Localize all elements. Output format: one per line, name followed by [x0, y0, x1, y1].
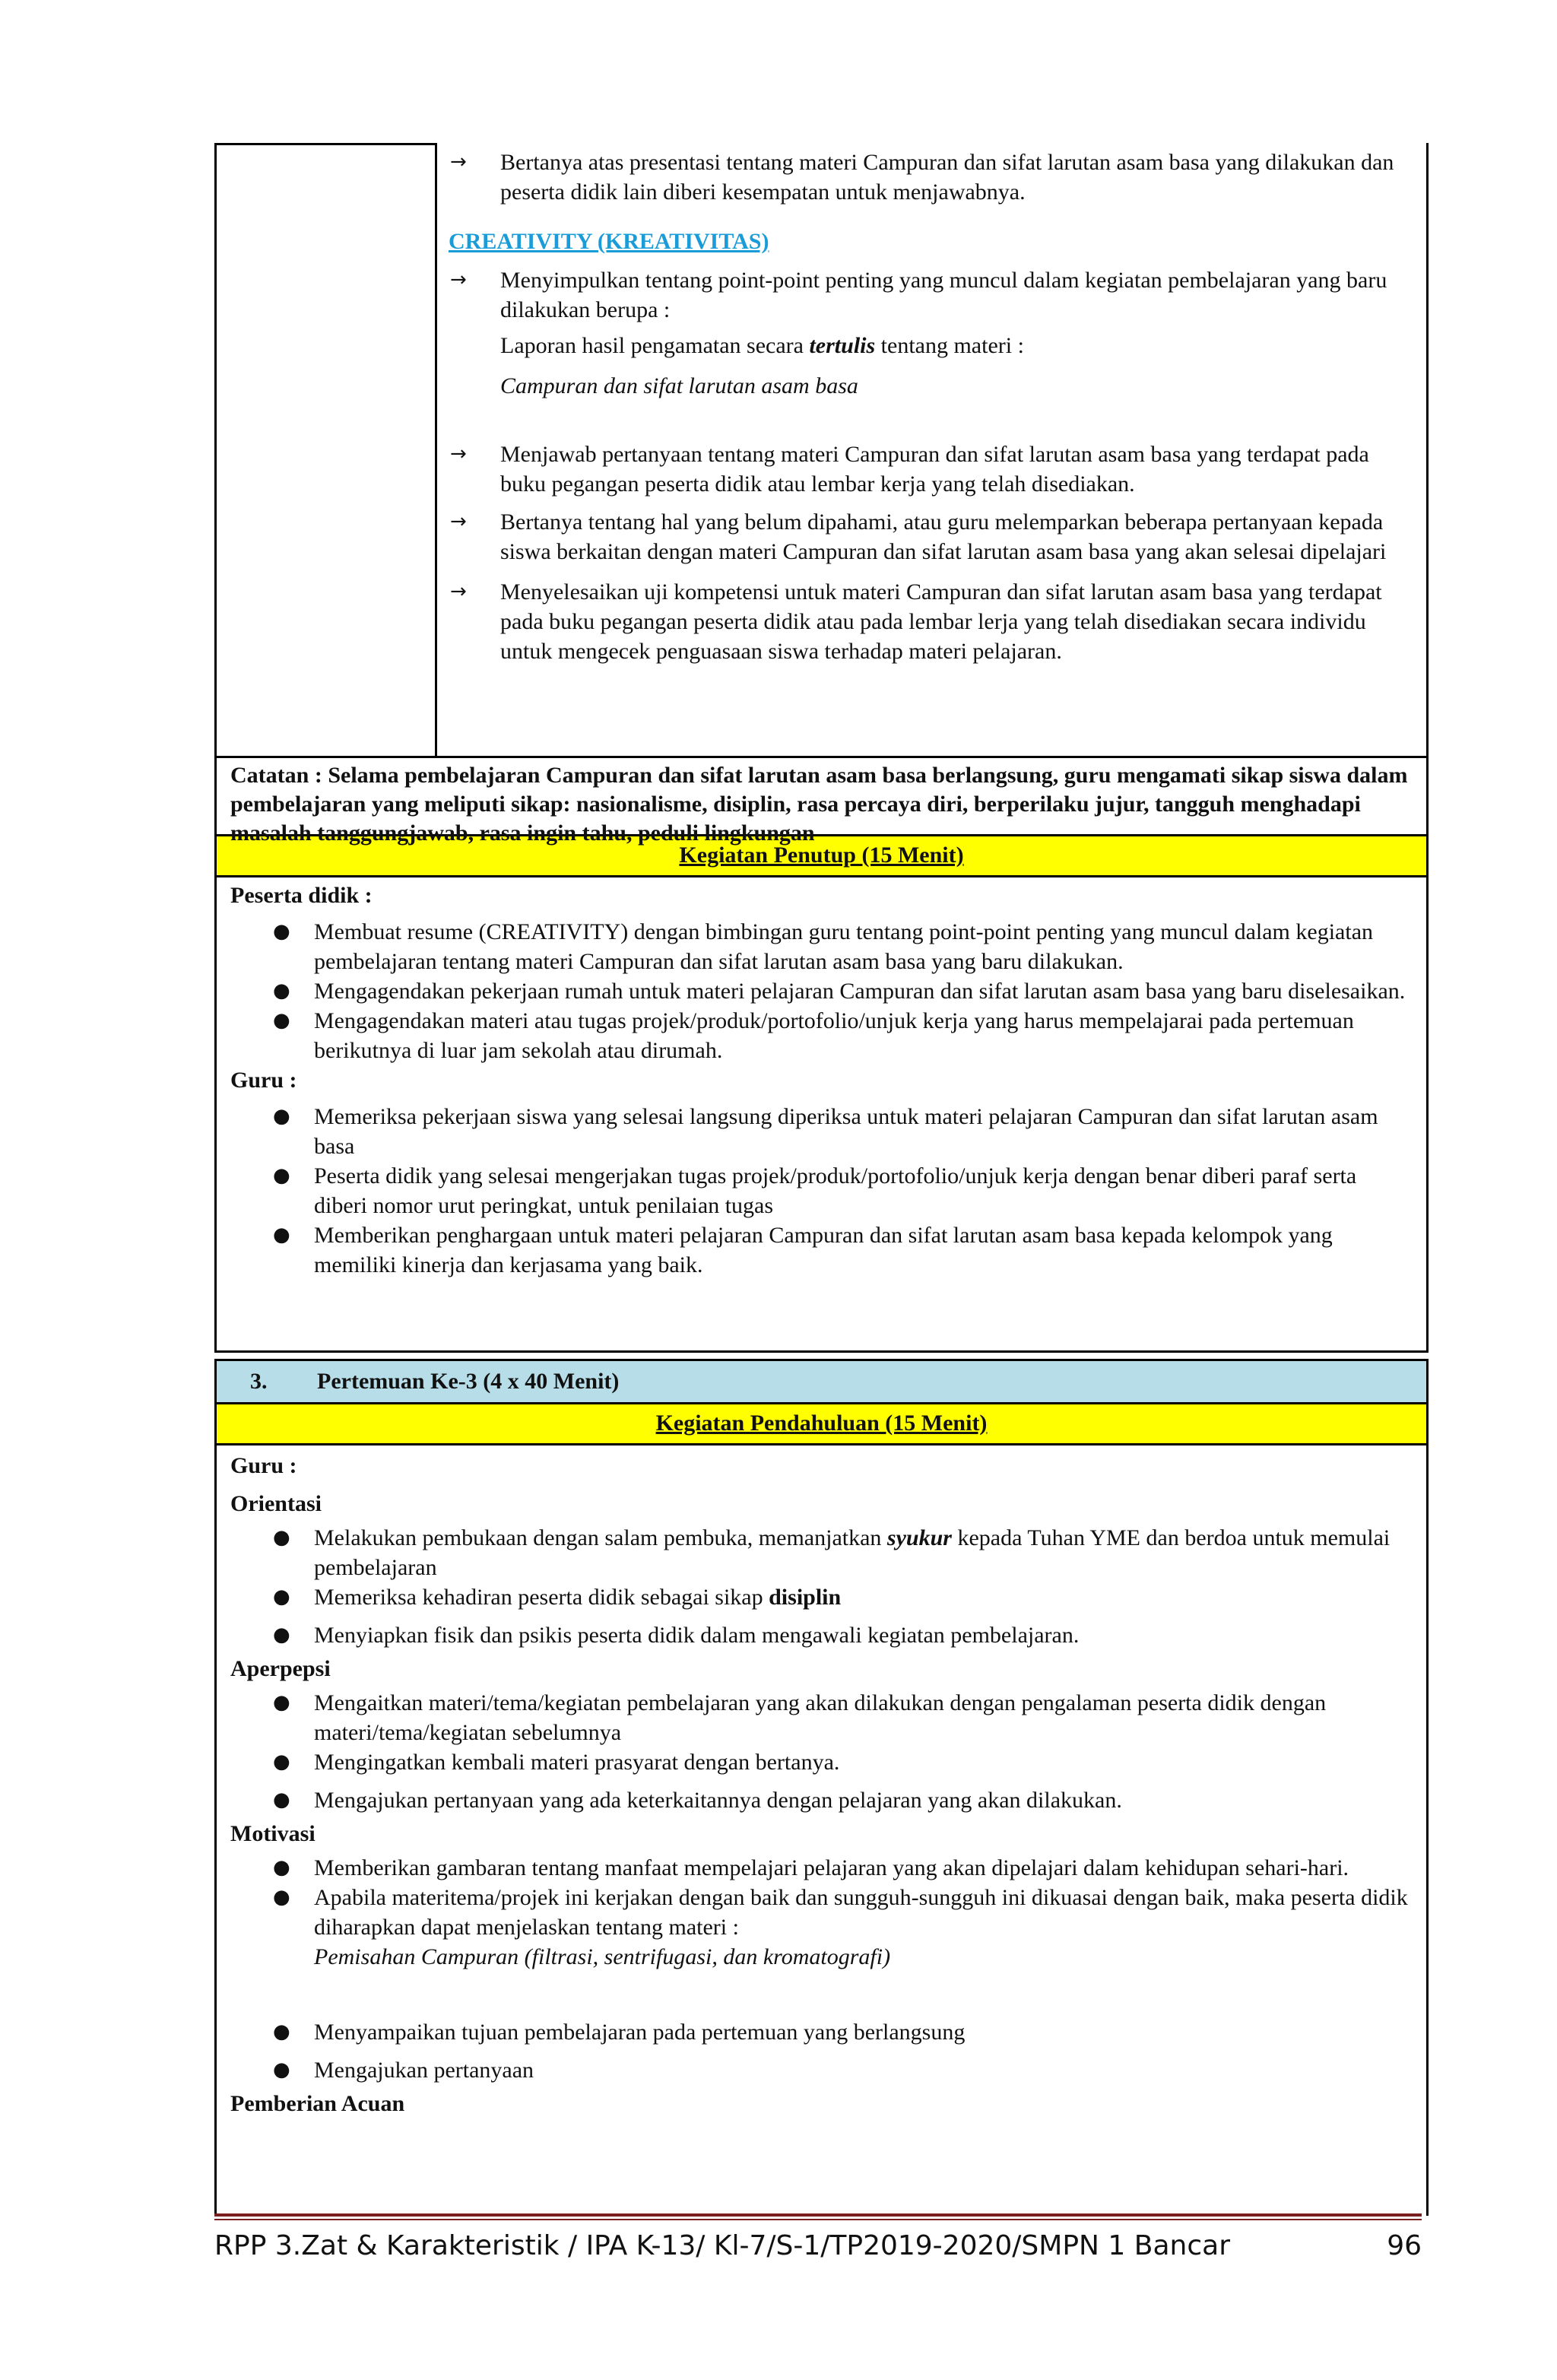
- guru-label: Guru :: [230, 1453, 297, 1478]
- bullet-dot-icon: ●: [273, 1788, 290, 1811]
- list-item: ● Melakukan pembukaan dengan salam pembuka, memanjatkan syukur kepada Tuhan YME dan berdoa untuk memulai pembelajaran: [230, 1523, 1413, 1582]
- bullet-dot-icon: ●: [273, 1856, 290, 1879]
- guru-list: [230, 1102, 1413, 1280]
- right-arrow-icon: →: [450, 443, 467, 465]
- bullet-dot-icon: ●: [273, 979, 290, 1002]
- orientasi-list: [230, 1523, 1413, 1650]
- list-item: ● Peserta didik yang selesai mengerjakan tugas projek/produk/portofolio/unjuk kerja dengan benar diberi paraf serta diberi nomor urut peringkat, untuk penilaian tugas: [230, 1161, 1413, 1220]
- list-item: ● Menyampaikan tujuan pembelajaran pada pertemuan yang berlangsung: [230, 2017, 1413, 2047]
- list-item: ● Mengaitkan materi/tema/kegiatan pembelajaran yang akan dilakukan dengan pengalaman peserta didik dengan materi/tema/kegiatan sebelumnya: [230, 1688, 1413, 1747]
- list-item: → Menjawab pertanyaan tentang materi Campuran dan sifat larutan asam basa yang terdapat pada buku pegangan peserta didik atau lembar kerja yang telah disediakan.: [449, 440, 1396, 499]
- motivasi-list: [230, 1853, 1413, 2085]
- list-item: → Bertanya atas presentasi tentang materi Campuran dan sifat larutan asam basa yang dilakukan dan peserta didik lain diberi kesempatan untuk menjawabnya.: [449, 148, 1396, 207]
- bullet-dot-icon: ●: [273, 1691, 290, 1714]
- list-item: ● Memberikan gambaran tentang manfaat mempelajari pelajaran yang akan dipelajari dalam kehidupan sehari-hari.: [230, 1853, 1413, 1883]
- list-item: → Menyelesaikan uji kompetensi untuk materi Campuran dan sifat larutan asam basa yang terdapat pada buku pegangan peserta didik atau pada lembar lerja yang telah disediakan secara individu untuk mengecek penguasaan siswa terhadap materi pelajaran.: [449, 577, 1396, 666]
- aperpepsi-list: [230, 1688, 1413, 1815]
- footer-title: RPP 3.Zat & Karakteristik / IPA K-13/ Kl-7/S-1/TP2019-2020/SMPN 1 Bancar: [214, 2230, 1230, 2261]
- right-arrow-icon: →: [450, 580, 467, 603]
- right-arrow-icon: →: [450, 151, 467, 173]
- list-item: ● Memeriksa kehadiran peserta didik sebagai sikap disiplin: [230, 1582, 1413, 1612]
- kegiatan-inti-row: [214, 143, 1429, 756]
- right-arrow-icon: →: [450, 510, 467, 533]
- list-item: ● Mengingatkan kembali materi prasyarat dengan bertanya.: [230, 1747, 1413, 1777]
- table-pertemuan-3: [214, 1359, 1429, 2216]
- guru-label: Guru :: [230, 1068, 297, 1093]
- pertemuan-number: 3.: [250, 1369, 268, 1394]
- bullet-dot-icon: ●: [273, 1164, 290, 1187]
- motivasi-label: Motivasi: [230, 1821, 316, 1846]
- list-item: ● Apabila materitema/projek ini kerjakan dengan baik dan sungguh-sungguh ini dikuasai dengan baik, maka peserta didik diharapkan dapat menjelaskan tentang materi : Pemisahan Campuran (filtrasi, sentrifugasi, dan kromatografi): [230, 1883, 1413, 1972]
- table-pertemuan-2-end: [214, 143, 1429, 1353]
- bullet-dot-icon: ●: [273, 920, 290, 943]
- right-arrow-icon: →: [450, 268, 467, 291]
- report-line: Laporan hasil pengamatan secara tertulis tentang materi :: [500, 333, 1024, 358]
- list-item: ● Mengagendakan pekerjaan rumah untuk materi pelajaran Campuran dan sifat larutan asam basa yang baru diselesaikan.: [230, 976, 1413, 1006]
- topic-line: Campuran dan sifat larutan asam basa: [500, 373, 858, 398]
- bullet-dot-icon: ●: [273, 1526, 290, 1549]
- bullet-dot-icon: ●: [273, 1223, 290, 1246]
- acuan-label: Pemberian Acuan: [230, 2091, 405, 2116]
- list-item: ● Mengajukan pertanyaan: [230, 2055, 1413, 2085]
- aperpepsi-label: Aperpepsi: [230, 1656, 331, 1681]
- penutup-content: [214, 877, 1429, 1353]
- pertemuan-title: Pertemuan Ke-3 (4 x 40 Menit): [317, 1369, 620, 1394]
- bullet-dot-icon: ●: [273, 1750, 290, 1773]
- creativity-heading[interactable]: CREATIVITY (KREATIVITAS): [449, 229, 769, 254]
- pendahuluan-content: [214, 1445, 1429, 2216]
- bullet-dot-icon: ●: [273, 1105, 290, 1128]
- list-item: ● Memeriksa pekerjaan siswa yang selesai langsung diperiksa untuk materi pelajaran Campuran dan sifat larutan asam basa: [230, 1102, 1413, 1161]
- list-item: ● Membuat resume (CREATIVITY) dengan bimbingan guru tentang point-point penting yang muncul dalam kegiatan pembelajaran tentang materi Campuran dan sifat larutan asam basa yang baru dilakukan.: [230, 917, 1413, 976]
- bullet-dot-icon: ●: [273, 1585, 290, 1608]
- pendahuluan-header: Kegiatan Pendahuluan (15 Menit): [214, 1404, 1429, 1445]
- peserta-list: [230, 917, 1413, 1065]
- bullet-dot-icon: ●: [273, 2020, 290, 2043]
- catatan-note: Catatan : Selama pembelajaran Campuran dan sifat larutan asam basa berlangsung, guru mengamati sikap siswa dalam pembelajaran yang meliputi sikap: nasionalisme, disiplin, rasa percaya diri, berperilaku jujur, tangguh menghadapi masalah tanggungjawab, rasa ingin tahu, peduli lingkungan: [214, 756, 1429, 836]
- bullet-dot-icon: ●: [273, 1623, 290, 1646]
- page-number: 96: [1387, 2230, 1422, 2261]
- peserta-label: Peserta didik :: [230, 883, 373, 908]
- orientasi-label: Orientasi: [230, 1491, 322, 1516]
- bullet-dot-icon: ●: [273, 1009, 290, 1032]
- list-item: ● Mengajukan pertanyaan yang ada keterkaitannya dengan pelajaran yang akan dilakukan.: [230, 1785, 1413, 1815]
- list-item: → Menyimpulkan tentang point-point penting yang muncul dalam kegiatan pembelajaran yang baru dilakukan berupa :: [449, 265, 1396, 325]
- footer-rule: [214, 2213, 1422, 2220]
- pertemuan-header: [214, 1359, 1429, 1404]
- list-item: ● Memberikan penghargaan untuk materi pelajaran Campuran dan sifat larutan asam basa kepada kelompok yang memiliki kinerja dan kerjasama yang baik.: [230, 1220, 1413, 1280]
- penutup-header: Kegiatan Penutup (15 Menit): [214, 836, 1429, 877]
- list-item: ● Mengagendakan materi atau tugas projek/produk/portofolio/unjuk kerja yang harus mempelajarai pada pertemuan berikutnya di luar jam sekolah atau dirumah.: [230, 1006, 1413, 1065]
- page-footer: [214, 2225, 1422, 2267]
- list-item: ● Menyiapkan fisik dan psikis peserta didik dalam mengawali kegiatan pembelajaran.: [230, 1620, 1413, 1650]
- kegiatan-inti-content: [449, 143, 1396, 666]
- list-item: → Bertanya tentang hal yang belum dipahami, atau guru melemparkan beberapa pertanyaan kepada siswa berkaitan dengan materi Campuran dan sifat larutan asam basa yang akan selesai dipelajari: [449, 507, 1396, 566]
- bullet-dot-icon: ●: [273, 1886, 290, 1909]
- bullet-dot-icon: ●: [273, 2058, 290, 2081]
